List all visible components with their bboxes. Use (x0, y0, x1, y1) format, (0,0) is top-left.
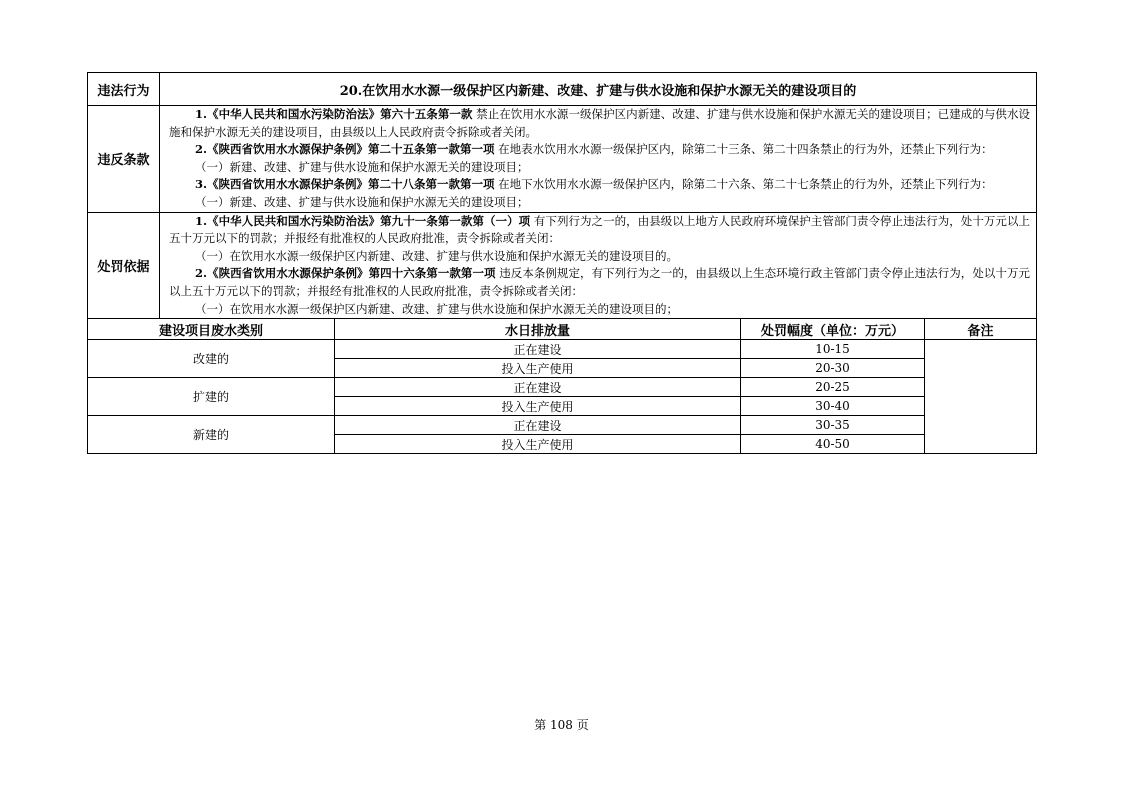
clause-paragraph (169, 141, 1030, 159)
basis-ref: 1.《中华人民共和国水污染防治法》第九十一条第一款第（一）项 (195, 213, 531, 228)
stage-cell: 投入生产使用 (335, 397, 741, 416)
clause-text: 在地表水饮用水水源一级保护区内，除第二十三条、第二十四条禁止的行为外，还禁止下列行为： (498, 142, 993, 157)
header-category: 建设项目废水类别 (88, 319, 335, 340)
clauses-label: 违反条款 (88, 106, 160, 213)
category-cell: 改建的 (88, 340, 335, 378)
range-cell: 30-35 (741, 416, 925, 435)
range-cell: 30-40 (741, 397, 925, 416)
clause-item: （一）新建、改建、扩建与供水设施和保护水源无关的建设项目； (195, 194, 529, 209)
basis-label: 处罚依据 (88, 212, 160, 319)
basis-item: （一）在饮用水水源一级保护区内新建、改建、扩建与供水设施和保护水源无关的建设项目的。 (195, 248, 678, 263)
violation-label: 违法行为 (88, 73, 160, 106)
range-cell: 10-15 (741, 340, 925, 359)
penalty-header-row (88, 319, 1037, 340)
penalty-document-table (87, 72, 1037, 454)
basis-content (160, 212, 1037, 319)
penalty-row (88, 378, 1037, 397)
basis-paragraph (169, 265, 1030, 300)
stage-cell: 正在建设 (335, 378, 741, 397)
stage-cell: 投入生产使用 (335, 435, 741, 454)
clause-ref: 1.《中华人民共和国水污染防治法》第六十五条第一款 (195, 107, 473, 121)
stage-cell: 投入生产使用 (335, 359, 741, 378)
penalty-row (88, 416, 1037, 435)
category-cell: 新建的 (88, 416, 335, 454)
clause-item: （一）新建、改建、扩建与供水设施和保护水源无关的建设项目； (195, 159, 529, 174)
penalty-row (88, 340, 1037, 359)
stage-cell: 正在建设 (335, 416, 741, 435)
clauses-row (88, 106, 1037, 213)
basis-text: 违反本条例规定，有下列行为之一的，由县级以上生态环境行政主管部门责令停止违法行为，处以十万元以上五十万元以下的罚款；并报经有批准权的人民政府批准，责令拆除或者关闭： (169, 266, 1030, 298)
category-cell: 扩建的 (88, 378, 335, 416)
basis-row (88, 212, 1037, 319)
basis-paragraph (169, 213, 1030, 248)
clause-ref: 2.《陕西省饮用水水源保护条例》第二十五条第一款第一项 (195, 142, 495, 157)
note-cell (925, 340, 1037, 454)
header-discharge: 水日排放量 (335, 319, 741, 340)
clause-ref: 3.《陕西省饮用水水源保护条例》第二十八条第一款第一项 (195, 177, 495, 192)
clause-paragraph (169, 106, 1030, 141)
clauses-content (160, 106, 1037, 213)
header-penalty-range: 处罚幅度（单位：万元） (741, 319, 925, 340)
violation-title: 20.在饮用水水源一级保护区内新建、改建、扩建与供水设施和保护水源无关的建设项目的 (160, 73, 1037, 106)
range-cell: 20-30 (741, 359, 925, 378)
basis-item: （一）在饮用水水源一级保护区内新建、改建、扩建与供水设施和保护水源无关的建设项目的； (195, 301, 678, 316)
clause-text: 在地下水饮用水水源一级保护区内，除第二十六条、第二十七条禁止的行为外，还禁止下列行为： (498, 177, 993, 192)
clause-paragraph (169, 176, 1030, 194)
basis-ref: 2.《陕西省饮用水水源保护条例》第四十六条第一款第一项 (195, 266, 496, 281)
violation-row (88, 73, 1037, 106)
stage-cell: 正在建设 (335, 340, 741, 359)
range-cell: 20-25 (741, 378, 925, 397)
basis-text: 有下列行为之一的，由县级以上地方人民政府环境保护主管部门责令停止违法行为，处十万元以上五十万元以下的罚款；并报经有批准权的人民政府批准，责令拆除或者关闭： (169, 213, 1031, 246)
header-note: 备注 (925, 319, 1037, 340)
clause-text: 禁止在饮用水水源一级保护区内新建、改建、扩建与供水设施和保护水源无关的建设项目；已建成的与供水设施和保护水源无关的建设项目，由县级以上人民政府责令拆除或者关闭。 (169, 107, 1030, 139)
range-cell: 40-50 (741, 435, 925, 454)
page-number: 第 108 页 (534, 718, 589, 732)
